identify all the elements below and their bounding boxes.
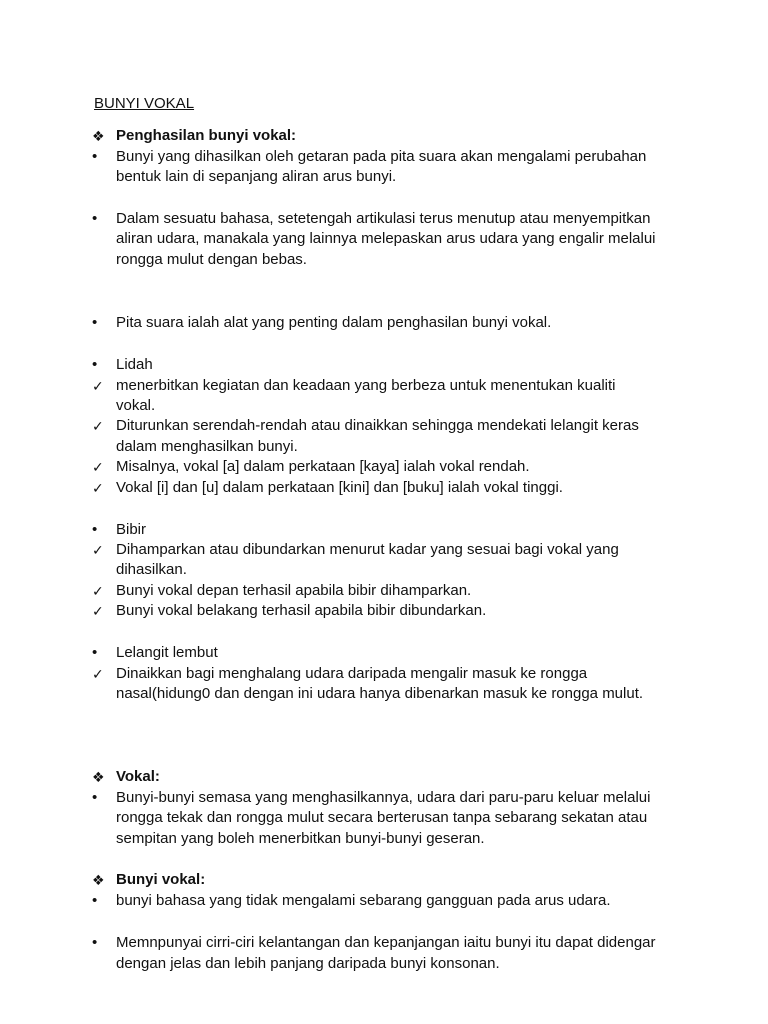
paragraph-line: Dalam sesuatu bahasa, setetengah artikulasi terus menutup atau menyempitkan	[116, 210, 651, 227]
checklist-line: Bunyi vokal belakang terhasil apabila bibir dibundarkan.	[116, 602, 487, 619]
diamond-bullet-icon: ❖	[92, 769, 105, 785]
section-heading-bunyi-vokal: Bunyi vokal:	[116, 871, 206, 888]
section-heading-penghasilan: Penghasilan bunyi vokal:	[116, 127, 297, 144]
list-item-lidah: Lidah	[116, 356, 153, 373]
checkmark-icon: ✓	[92, 666, 104, 682]
paragraph-line: aliran udara, manakala yang lainnya melepaskan arus udara yang engalir melalui	[116, 230, 656, 247]
checkmark-icon: ✓	[92, 378, 104, 394]
checklist-line: Misalnya, vokal [a] dalam perkataan [kaya] ialah vokal rendah.	[116, 458, 530, 475]
list-item-lelangit-lembut: Lelangit lembut	[116, 644, 218, 661]
document-title: BUNYI VOKAL	[94, 95, 195, 112]
paragraph-line: Bunyi-bunyi semasa yang menghasilkannya, udara dari paru-paru keluar melalui	[116, 789, 651, 806]
paragraph-line: bentuk lain di sepanjang aliran arus bunyi.	[116, 168, 397, 185]
bullet-icon: •	[92, 148, 98, 165]
bullet-icon: •	[92, 356, 98, 373]
bullet-icon: •	[92, 210, 98, 227]
checklist-line: dalam menghasilkan bunyi.	[116, 438, 298, 455]
checklist-line: Dinaikkan bagi menghalang udara daripada mengalir masuk ke rongga	[116, 665, 588, 682]
bullet-icon: •	[92, 789, 98, 806]
checklist-line: menerbitkan kegiatan dan keadaan yang berbeza untuk menentukan kualiti	[116, 377, 616, 394]
paragraph-line: Memnpunyai cirri-ciri kelantangan dan kepanjangan iaitu bunyi itu dapat didengar	[116, 934, 656, 951]
checkmark-icon: ✓	[92, 459, 104, 475]
checklist-line: Vokal [i] dan [u] dalam perkataan [kini] dan [buku] ialah vokal tinggi.	[116, 479, 563, 496]
paragraph-line: sempitan yang boleh menerbitkan bunyi-bunyi geseran.	[116, 830, 485, 847]
checklist-line: Bunyi vokal depan terhasil apabila bibir dihamparkan.	[116, 582, 472, 599]
paragraph-line: Pita suara ialah alat yang penting dalam penghasilan bunyi vokal.	[116, 314, 552, 331]
checkmark-icon: ✓	[92, 583, 104, 599]
checkmark-icon: ✓	[92, 418, 104, 434]
list-item-bibir: Bibir	[116, 521, 147, 538]
diamond-bullet-icon: ❖	[92, 128, 105, 144]
paragraph-line: Bunyi yang dihasilkan oleh getaran pada pita suara akan mengalami perubahan	[116, 148, 647, 165]
checkmark-icon: ✓	[92, 542, 104, 558]
paragraph-line: rongga tekak dan rongga mulut secara berterusan tanpa sebarang sekatan atau	[116, 809, 648, 826]
checkmark-icon: ✓	[92, 603, 104, 619]
bullet-icon: •	[92, 521, 98, 538]
checklist-line: nasal(hidung0 dan dengan ini udara hanya dibenarkan masuk ke rongga mulut.	[116, 685, 644, 702]
bullet-icon: •	[92, 892, 98, 909]
bullet-icon: •	[92, 934, 98, 951]
checklist-line: Dihamparkan atau dibundarkan menurut kadar yang sesuai bagi vokal yang	[116, 541, 619, 558]
checkmark-icon: ✓	[92, 480, 104, 496]
diamond-bullet-icon: ❖	[92, 872, 105, 888]
checklist-line: Diturunkan serendah-rendah atau dinaikkan sehingga mendekati lelangit keras	[116, 417, 639, 434]
paragraph-line: bunyi bahasa yang tidak mengalami sebarang gangguan pada arus udara.	[116, 892, 611, 909]
section-heading-vokal: Vokal:	[116, 768, 160, 785]
bullet-icon: •	[92, 314, 98, 331]
bullet-icon: •	[92, 644, 98, 661]
paragraph-line: rongga mulut dengan bebas.	[116, 251, 307, 268]
checklist-line: dihasilkan.	[116, 561, 187, 578]
paragraph-line: dengan jelas dan lebih panjang daripada bunyi konsonan.	[116, 955, 500, 972]
checklist-line: vokal.	[116, 397, 156, 414]
